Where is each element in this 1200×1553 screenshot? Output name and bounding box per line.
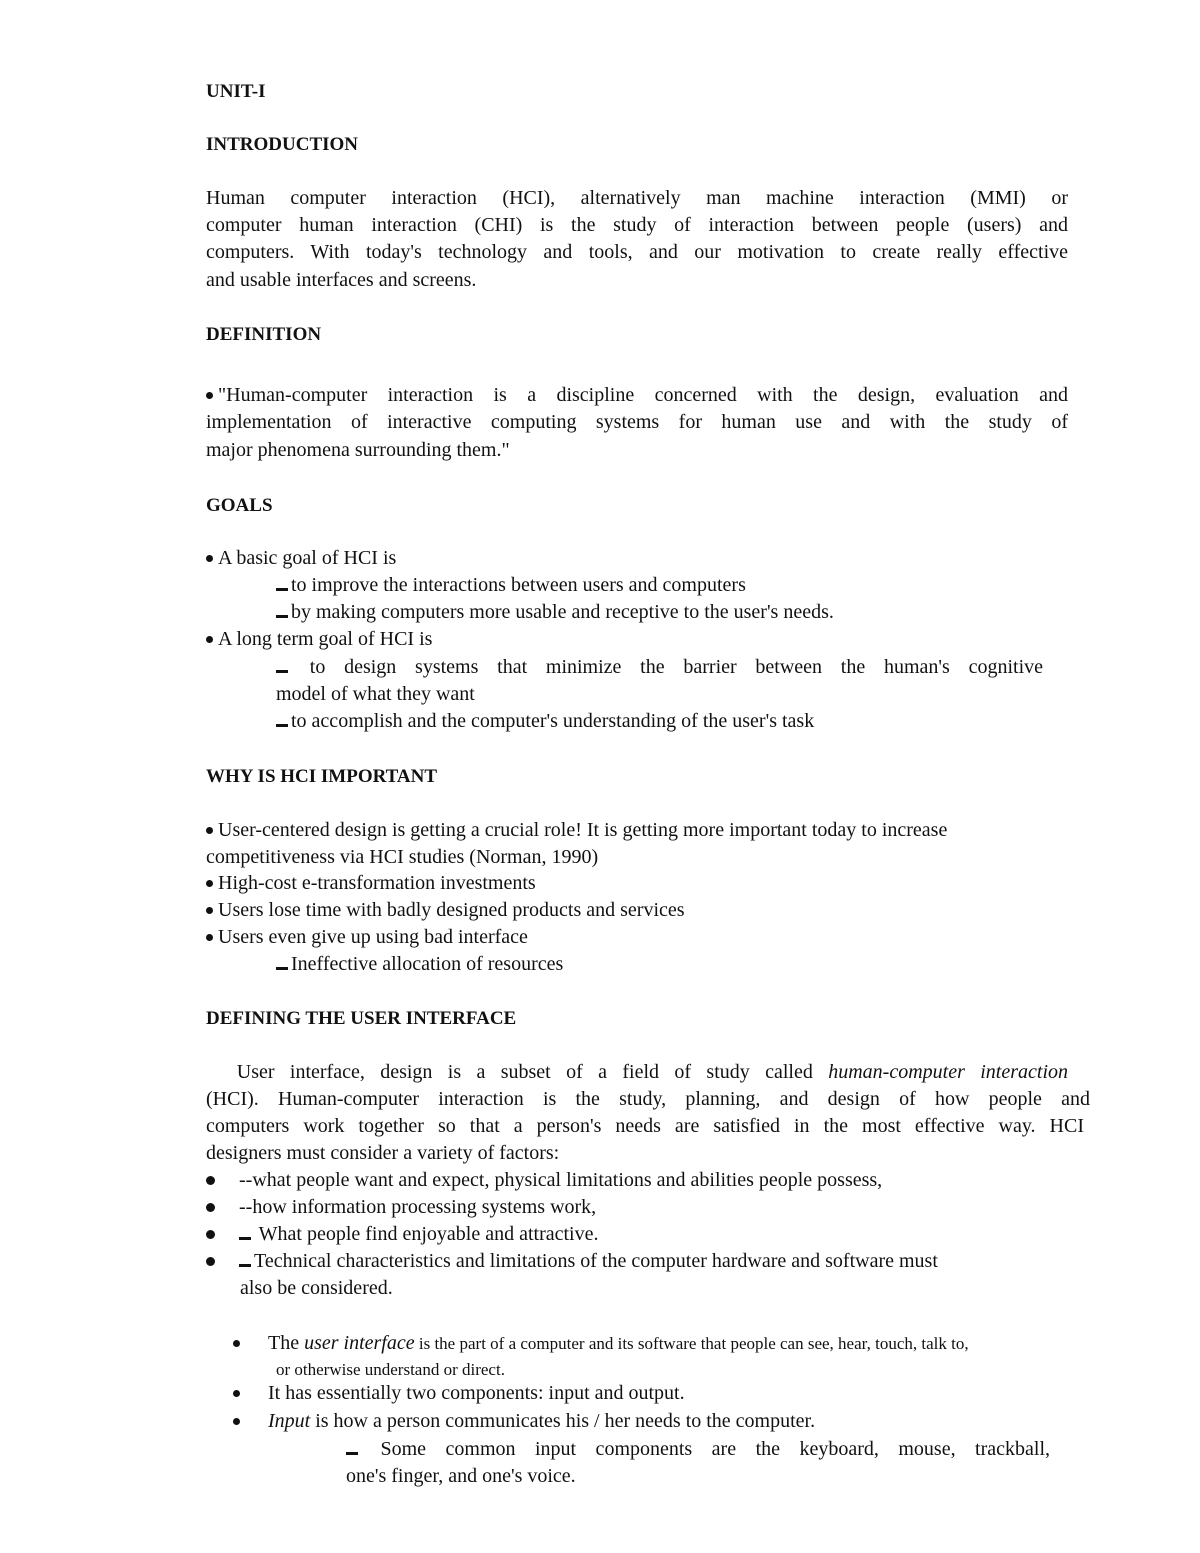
goals-long-sub-1b: model of what they want [276,683,475,705]
bullet-icon [233,1418,240,1425]
definition-line-2: implementation of interactive computing systems for human use and with the study of [206,411,1068,433]
ui-bullet-1-pre: The [268,1332,305,1354]
ui-bullet-1-post: is the part of a computer and its software that people can see, hear, touch, talk to, [414,1334,969,1353]
ui-sub-1-text: Some common input components are the keyboard, mouse, trackball, [380,1438,1051,1460]
dash-icon [276,967,288,970]
goals-long-sub-1-text: to design systems that minimize the barrier between the human's cognitive [309,656,1043,678]
ui-factor-4-text: Technical characteristics and limitations of the computer hardware and software must [254,1250,938,1272]
ui-bullet-1-emphasis: user interface [304,1332,415,1354]
ui-factor-4b: also be considered. [240,1277,393,1299]
bullet-icon [206,827,213,834]
intro-line-1: Human computer interaction (HCI), alternatively man machine interaction (MMI) or [206,187,1068,209]
ui-para-line-1-text: User interface, design is a subset of a field of study called [236,1061,829,1083]
ui-factor-2 [206,1194,596,1221]
dash-icon [239,1264,251,1267]
dash-icon [276,724,288,727]
ui-factor-3 [206,1221,599,1248]
goals-long-sub-1 [276,654,1043,681]
ui-factor-1-text: --what people want and expect, physical limitations and abilities people possess, [239,1169,883,1191]
ui-bullet-3-emphasis: Input [268,1410,311,1432]
ui-bullet-2-text: It has essentially two components: input and output. [268,1382,685,1404]
definition-line-3: major phenomena surrounding them." [206,439,510,461]
goals-long-sub-2 [276,708,814,735]
goals-basic-sub-2-text: by making computers more usable and receptive to the user's needs. [291,601,834,623]
goals-basic-text: A basic goal of HCI is [218,547,397,569]
ui-para-line-2: (HCI). Human-computer interaction is the study, planning, and design of how people and [206,1088,1090,1110]
dash-icon [239,1237,251,1240]
definition-line-1 [206,382,1068,409]
ui-sub-1 [346,1436,1050,1463]
bullet-icon [233,1340,240,1347]
ui-factor-3-text: What people find enjoyable and attractive. [258,1223,599,1245]
ui-bullet-1b: or otherwise understand or direct. [276,1360,505,1379]
bullet-icon [206,1203,215,1212]
bullet-icon [206,636,213,643]
goals-heading: GOALS [206,495,273,516]
why-bullet-1-text: User-centered design is getting a crucial role! It is getting more important today to increase [218,819,948,841]
why-heading: WHY IS HCI IMPORTANT [206,766,438,787]
unit-title: UNIT-I [206,81,266,102]
bullet-icon [206,880,213,887]
dash-icon [346,1452,358,1455]
intro-line-3: computers. With today's technology and tools, and our motivation to create really effective [206,241,1068,263]
why-sub [276,951,563,978]
bullet-icon [233,1390,240,1397]
dash-icon [276,615,288,618]
definition-text-1: "Human-computer interaction is a discipline concerned with the design, evaluation and [218,384,1068,406]
why-bullet-1 [206,817,947,844]
ui-factor-1 [206,1167,882,1194]
why-bullet-4-text: Users even give up using bad interface [218,926,528,948]
goals-basic-sub-1-text: to improve the interactions between users and computers [291,574,746,596]
dash-icon [276,588,288,591]
why-sub-text: Ineffective allocation of resources [291,953,564,975]
dash-icon [276,670,288,673]
goals-long-sub-2-text: to accomplish and the computer's understanding of the user's task [291,710,815,732]
ui-heading: DEFINING THE USER INTERFACE [206,1008,517,1029]
bullet-icon [206,1257,215,1266]
ui-bullet-3 [233,1408,815,1435]
goals-basic [206,545,396,572]
ui-para-line-3: computers work together so that a person's needs are satisfied in the most effective way. HCI [206,1115,1084,1137]
goals-long [206,626,432,653]
ui-para-line-1 [206,1059,1068,1086]
why-bullet-1b: competitiveness via HCI studies (Norman, 1990) [206,846,599,868]
ui-factor-2-text: --how information processing systems work, [239,1196,597,1218]
bullet-icon [206,555,213,562]
ui-bullet-1 [233,1330,969,1357]
ui-para-line-1-emphasis: human-computer interaction [828,1061,1069,1083]
ui-sub-2: one's finger, and one's voice. [346,1465,576,1487]
bullet-icon [206,934,213,941]
bullet-icon [206,907,213,914]
intro-line-4: and usable interfaces and screens. [206,269,477,291]
intro-line-2: computer human interaction (CHI) is the study of interaction between people (users) and [206,214,1068,236]
why-bullet-3 [206,897,685,924]
introduction-heading: INTRODUCTION [206,134,359,155]
goals-basic-sub-2 [276,599,834,626]
ui-factor-4 [206,1248,938,1275]
ui-para-line-4: designers must consider a variety of factors: [206,1142,560,1164]
goals-long-text: A long term goal of HCI is [218,628,433,650]
goals-basic-sub-1 [276,572,746,599]
why-bullet-2 [206,870,536,897]
why-bullet-3-text: Users lose time with badly designed products and services [218,899,685,921]
bullet-icon [206,392,213,399]
ui-bullet-2 [233,1380,685,1407]
definition-heading: DEFINITION [206,324,322,345]
why-bullet-2-text: High-cost e-transformation investments [218,872,536,894]
why-bullet-4 [206,924,528,951]
bullet-icon [206,1176,215,1185]
ui-bullet-3-text: is how a person communicates his / her needs to the computer. [310,1410,816,1432]
bullet-icon [206,1230,215,1239]
